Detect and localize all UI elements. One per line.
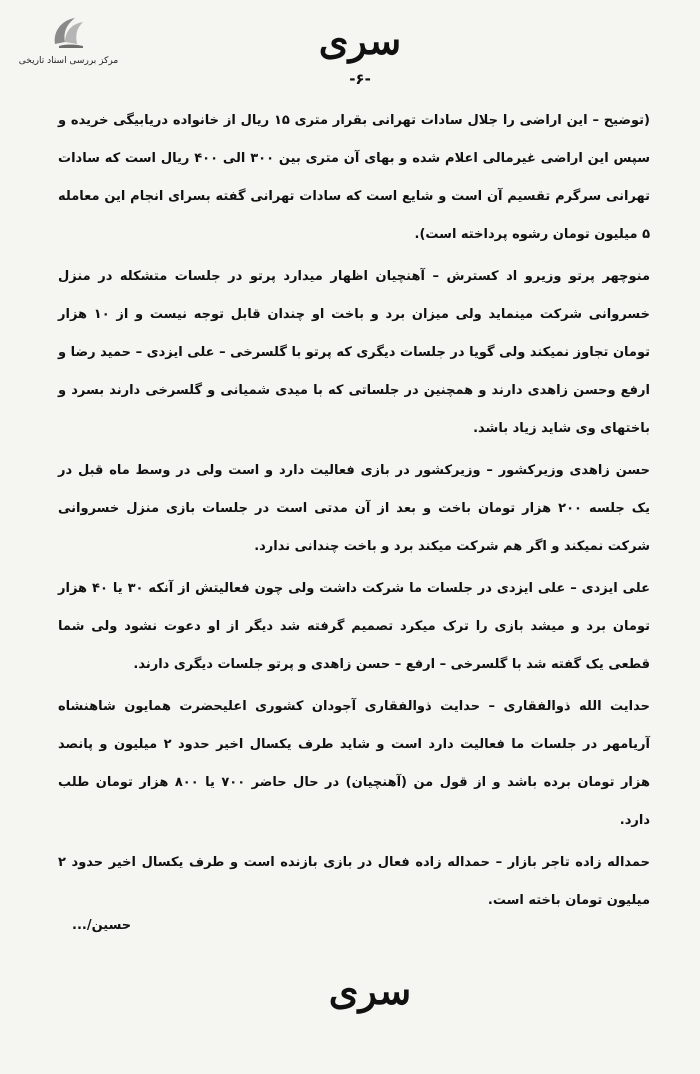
paragraph-parto: منوچهر پرتو وزیرو اد کسترش – آهنچیان اظهار میدارد پرتو در جلسات متشکله در منزل خسروانی شرکت مینماید ولی میزان برد و باخت او چندان قابل توجه نیست و از ۱۰ هزار تومان تجاوز نمیکند ولی گویا در جلسات دیگری که پرتو با گلسرخی – علی ایزدی – حمید رضا و ارفع وحسن زاهدی دارند و همچنین در جلساتی که با میدی شمیانی و گلسرخی دارند بسرد و باختهای وی شاید زیاد باشد. xyxy=(58,269,651,436)
paragraph-hamdollahzadeh: حمداله زاده تاجر بازار – حمداله زاده فعال در بازی بازنده است و طرف یکسال اخیر حدود ۲ میلیون تومان باخته است. xyxy=(58,855,650,908)
archive-logo-icon xyxy=(49,14,89,50)
document-body xyxy=(58,102,650,924)
signature: حسین/... xyxy=(72,918,132,933)
archive-logo-caption: مرکز بررسی اسناد تاریخی xyxy=(18,56,119,66)
paragraph-zolfaghari: حدایت الله ذوالفقاری – حدایت ذوالفقاری آجودان کشوری اعلیحضرت همایون شاهنشاه آریامهر در جلسات ما فعالیت دارد است و شاید طرف یکسال اخیر حدود ۲ میلیون و پانصد هزار تومان برده باشد و از قول من (آهنچیان) در حال حاضر ۷۰۰ یا ۸۰۰ هزار تومان طلب دارد. xyxy=(58,699,650,828)
paragraph-explanation: (توضیح – این اراضی را جلال سادات تهرانی بقرار متری ۱۵ ریال از خانواده دریابیگی خریده و سپس این اراضی غیرمالی اعلام شده و بهای آن متری بین ۳۰۰ الی ۴۰۰ ریال است که سادات تهرانی سرگرم تقسیم آن است و شایع است که سادات تهرانی گفته بسرای انجام این معامله ۵ میلیون تومان رشوه پرداخته است). xyxy=(58,113,651,242)
archive-logo xyxy=(16,14,121,70)
paragraph-zahedi: حسن زاهدی وزیرکشور – وزیرکشور در بازی فعالیت دارد و است ولی در وسط ماه قبل در یک جلسه ۲۰۰ هزار تومان باخت و بعد از آن مدتی است در جلسات بازی منزل خسروانی شرکت نمیکند و اگر هم شرکت میکند برد و باخت چندانی ندارد. xyxy=(58,463,650,554)
classification-mark-top: سری xyxy=(318,18,402,63)
classification-mark-bottom: سری xyxy=(328,968,412,1013)
paragraph-izadi: علی ایزدی – علی ایزدی در جلسات ما شرکت داشت ولی چون فعالیتش از آنکه ۳۰ یا ۴۰ هزار تومان برد و میشد بازی را ترک میکرد تصمیم گرفته شد دیگر از او دعوت نشود ولی شما قطعی یک گفته شد با گلسرخی – ارفع – حسن زاهدی و پرتو جلسات دیگری دارند. xyxy=(58,581,650,672)
page-number: -۶- xyxy=(349,70,371,88)
